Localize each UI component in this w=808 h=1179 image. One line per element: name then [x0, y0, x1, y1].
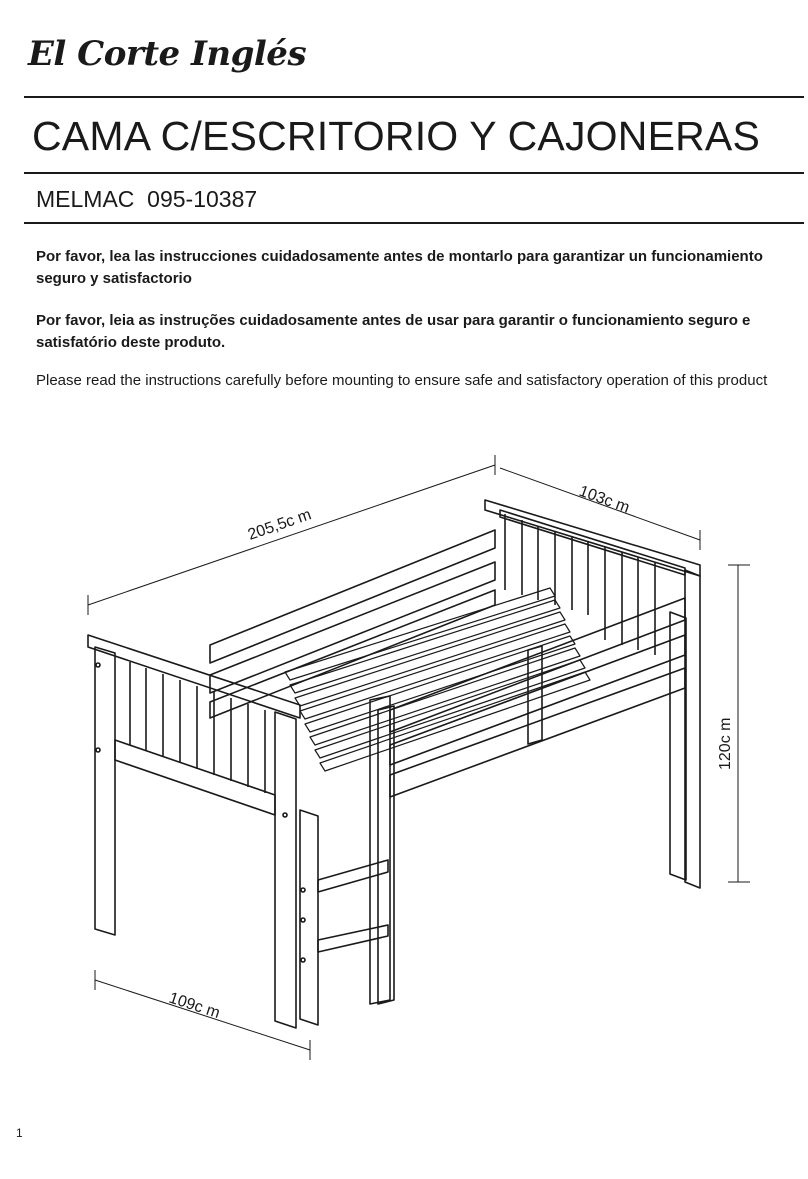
bed-assembly-drawing	[60, 440, 760, 1080]
model-code: MELMAC 095-10387	[36, 186, 258, 212]
header-divider-top	[24, 96, 804, 98]
mattress-slats	[285, 588, 590, 771]
instructions-spanish: Por favor, lea las instrucciones cuidadosamente antes de montarlo para garantizar un funcionamiento seguro y satisfactorio	[36, 248, 763, 287]
dimension-width-label: 103c m	[576, 482, 632, 517]
header-divider-bottom	[24, 222, 804, 224]
ladder	[300, 810, 388, 1025]
brand-logo: El Corte Inglés	[28, 34, 307, 74]
page-title: CAMA C/ESCRITORIO Y CAJONERAS	[32, 113, 761, 159]
dimension-length-label: 205,5c m	[245, 506, 314, 544]
left-headboard	[88, 635, 300, 1028]
instructions-english: Please read the instructions carefully before mounting to ensure safe and satisfactory operation of this product	[36, 372, 768, 389]
header-divider-middle	[24, 172, 804, 174]
dimension-front-width-label: 109c m	[166, 989, 222, 1023]
instructions-portuguese: Por favor, leia as instruções cuidadosamente antes de usar para garantir o funcionamiento seguro e satisfatório deste produto.	[36, 312, 751, 351]
dimension-lines	[88, 455, 750, 1060]
dimension-height-label: 120c m	[717, 717, 734, 770]
page-number: 1	[16, 1126, 23, 1140]
